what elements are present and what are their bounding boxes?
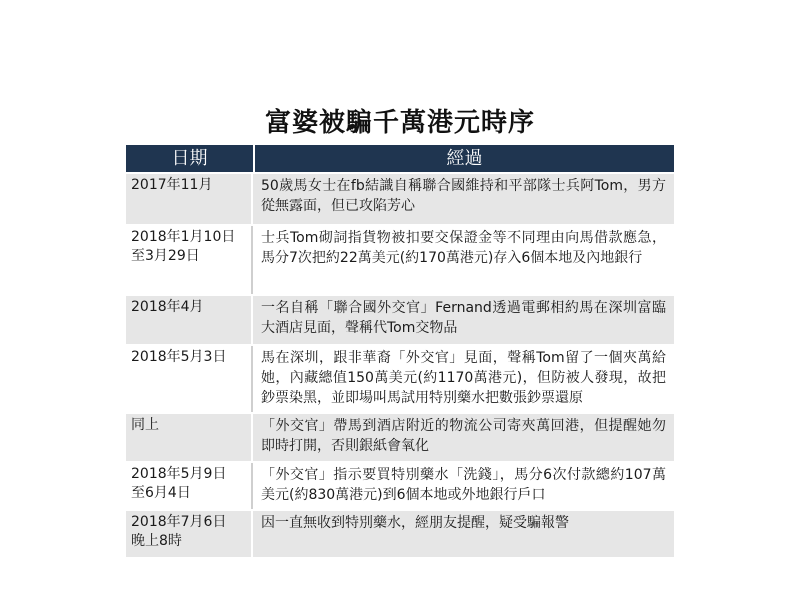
row-date: 2018年4月 — [126, 296, 253, 344]
row-date: 同上 — [126, 414, 253, 461]
table-row — [126, 296, 674, 346]
table-row — [126, 174, 674, 226]
row-date: 2018年5月3日 — [126, 346, 253, 412]
header-event: 經過 — [446, 148, 483, 169]
row-date: 2018年7月6日 晚上8時 — [126, 511, 253, 557]
table-header — [126, 145, 674, 174]
table-row — [126, 511, 674, 559]
row-date: 2018年5月9日 至6月4日 — [126, 463, 253, 509]
row-event: 50歲馬女士在fb結識自稱聯合國維持和平部隊士兵阿Tom，男方從無露面，但已攻陷芳心 — [261, 178, 666, 214]
table-row — [126, 346, 674, 414]
table-row — [126, 463, 674, 511]
row-event: 一名自稱「聯合國外交官」Fernand透過電郵相約馬在深圳富臨大酒店見面，聲稱代Tom交物品 — [261, 300, 666, 336]
row-date: 2018年1月10日 至3月29日 — [126, 226, 253, 294]
timeline-table — [126, 145, 674, 559]
table-row — [126, 414, 674, 463]
row-event: 「外交官」帶馬到酒店附近的物流公司寄夾萬回港，但提醒她勿即時打開，否則銀紙會氧化 — [261, 418, 666, 454]
page-title: 富婆被騙千萬港元時序 — [264, 108, 535, 138]
row-event: 「外交官」指示要買特別藥水「洗錢」，馬分6次付款總約107萬美元(約830萬港元)到6個本地或外地銀行戶口 — [261, 467, 666, 503]
row-event: 馬在深圳，跟非華裔「外交官」見面，聲稱Tom留了一個夾萬給她，內藏總值150萬美元(約1170萬港元)，但防被人發現，故把鈔票染黑，並即場叫馬試用特別藥水把數張鈔票還原 — [261, 350, 666, 406]
row-event: 士兵Tom砌詞指貨物被扣要交保證金等不同理由向馬借款應急，馬分7次把約22萬美元(約170萬港元)存入6個本地及內地銀行 — [261, 230, 666, 266]
table-row — [126, 226, 674, 296]
row-event: 因一直無收到特別藥水，經朋友提醒，疑受騙報警 — [261, 515, 569, 531]
row-date: 2017年11月 — [126, 174, 253, 224]
header-date: 日期 — [126, 145, 255, 172]
